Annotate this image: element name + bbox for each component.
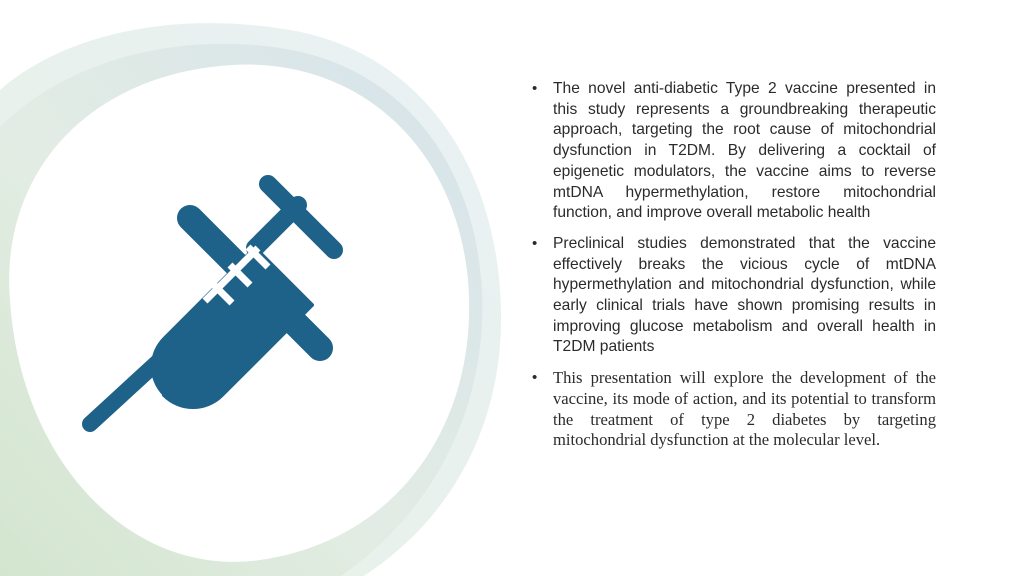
bullet-text: The novel anti-diabetic Type 2 vaccine presented in this study represents a groundbreaking therapeutic approach, targeting the root cause of mitochondrial dysfunction in T2DM. By delivering a cocktail of epigenetic modulators, the vaccine aims to reverse mtDNA hypermethylation, restore mitochondrial function, and improve overall metabolic health [553, 80, 936, 222]
bullet-marker: • [532, 80, 538, 97]
bullet-item [532, 234, 936, 358]
bullet-text: This presentation will explore the development of the vaccine, its mode of action, and its potential to transform the treatment of type 2 diabetes by targeting mitochondrial dysfunction at the molecular level. [553, 368, 936, 450]
bullet-marker: • [532, 369, 538, 387]
bullet-item [532, 79, 936, 224]
bullet-list [532, 79, 936, 461]
bullet-item [532, 368, 936, 451]
bullet-marker: • [532, 234, 538, 252]
bullet-text: Preclinical studies demonstrated that the vaccine effectively breaks the vicious cycle of mtDNA hypermethylation and mitochondrial dysfunction, while early clinical trials have shown promising results in improving glucose metabolism and overall health in T2DM patients [553, 234, 936, 356]
